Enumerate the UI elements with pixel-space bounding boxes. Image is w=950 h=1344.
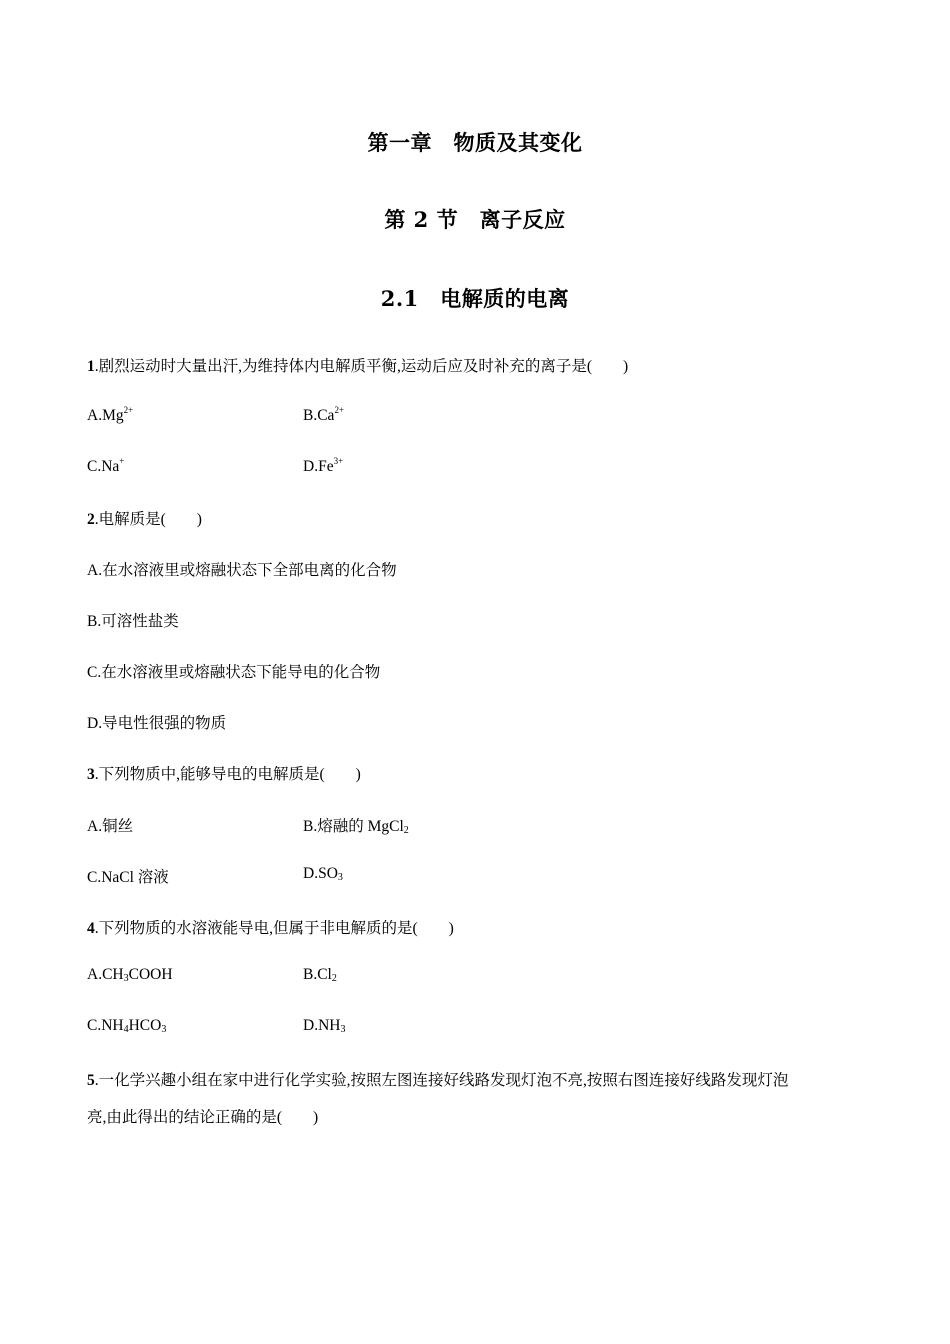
option-text: B.Cl: [303, 966, 332, 983]
question-3-stem: [87, 762, 361, 784]
option-text: D.NH: [303, 1017, 341, 1034]
question-2-option-b: B.可溶性盐类: [87, 613, 179, 630]
subscript: 3: [340, 1024, 346, 1035]
question-5-stem: [87, 1068, 788, 1090]
option-text: B.Ca: [303, 407, 335, 424]
question-2-stem: [87, 507, 202, 529]
charge-sup: 2+: [334, 405, 345, 415]
option-text: B.熔融的 MgCl: [303, 818, 404, 835]
option-text: A.Mg: [87, 407, 124, 424]
subscript: 2: [331, 973, 337, 984]
question-4-options-row1: [87, 966, 337, 984]
option-d: [303, 1017, 345, 1035]
question-4-options-row2: [87, 1017, 346, 1035]
option-c: [87, 1017, 166, 1034]
question-number: 4: [87, 920, 95, 937]
option-text: C.NH: [87, 1017, 124, 1034]
charge-sup: 2+: [123, 405, 134, 415]
question-number: 2: [87, 511, 95, 528]
question-1-stem: [87, 354, 628, 376]
question-text: .一化学兴趣小组在家中进行化学实验,按照左图连接好线路发现灯泡不亮,按照右图连接好线路发现灯泡: [94, 1072, 789, 1089]
question-2-option-d: D.导电性很强的物质: [87, 715, 227, 732]
question-2-option-c: C.在水溶液里或熔融状态下能导电的化合物: [87, 664, 381, 681]
question-1-options-row1: [87, 405, 345, 425]
subscript: 2: [403, 825, 409, 836]
option-a: [87, 966, 173, 983]
option-c: C.NaCl 溶液: [87, 869, 169, 886]
question-2-option-a: A.在水溶液里或熔融状态下全部电离的化合物: [87, 562, 397, 579]
option-text: HCO: [128, 1017, 162, 1034]
question-text: .电解质是( ): [94, 511, 202, 528]
subscript: 4: [123, 1024, 129, 1035]
option-c: [87, 458, 124, 475]
option-b: [303, 405, 344, 425]
question-3-options-row2: [87, 865, 343, 887]
option-b: [303, 814, 409, 836]
question-3-options-row1: [87, 814, 409, 836]
question-text: .剧烈运动时大量出汗,为维持体内电解质平衡,运动后应及时补充的离子是( ): [94, 358, 629, 375]
question-text: .下列物质的水溶液能导电,但属于非电解质的是( ): [94, 920, 454, 937]
subscript: 3: [161, 1024, 167, 1035]
option-text: COOH: [128, 966, 173, 983]
question-1-options-row2: [87, 456, 344, 476]
option-a: [87, 407, 133, 424]
option-a: A.铜丝: [87, 818, 134, 835]
option-b: [303, 966, 337, 984]
question-text: .下列物质中,能够导电的电解质是( ): [94, 766, 361, 783]
section-title: 第 2 节 离子反应: [384, 207, 566, 232]
option-text: D.SO: [303, 865, 338, 882]
charge-sup: 3+: [333, 456, 344, 466]
subsection-title: 2.1 电解质的电离: [380, 286, 570, 311]
option-text: A.CH: [87, 966, 124, 983]
option-text: D.Fe: [303, 458, 334, 475]
subscript: 3: [123, 973, 129, 984]
question-number: 1: [87, 358, 95, 375]
question-4-stem: [87, 916, 454, 938]
chapter-title: 第一章 物质及其变化: [367, 130, 583, 155]
charge-sup: +: [119, 456, 125, 466]
option-text: C.Na: [87, 458, 120, 475]
question-number: 5: [87, 1072, 95, 1089]
question-number: 3: [87, 766, 95, 783]
option-d: [303, 865, 343, 883]
question-5-stem-continued: 亮,由此得出的结论正确的是( ): [87, 1109, 319, 1126]
option-d: [303, 456, 343, 476]
subscript: 3: [337, 872, 343, 883]
